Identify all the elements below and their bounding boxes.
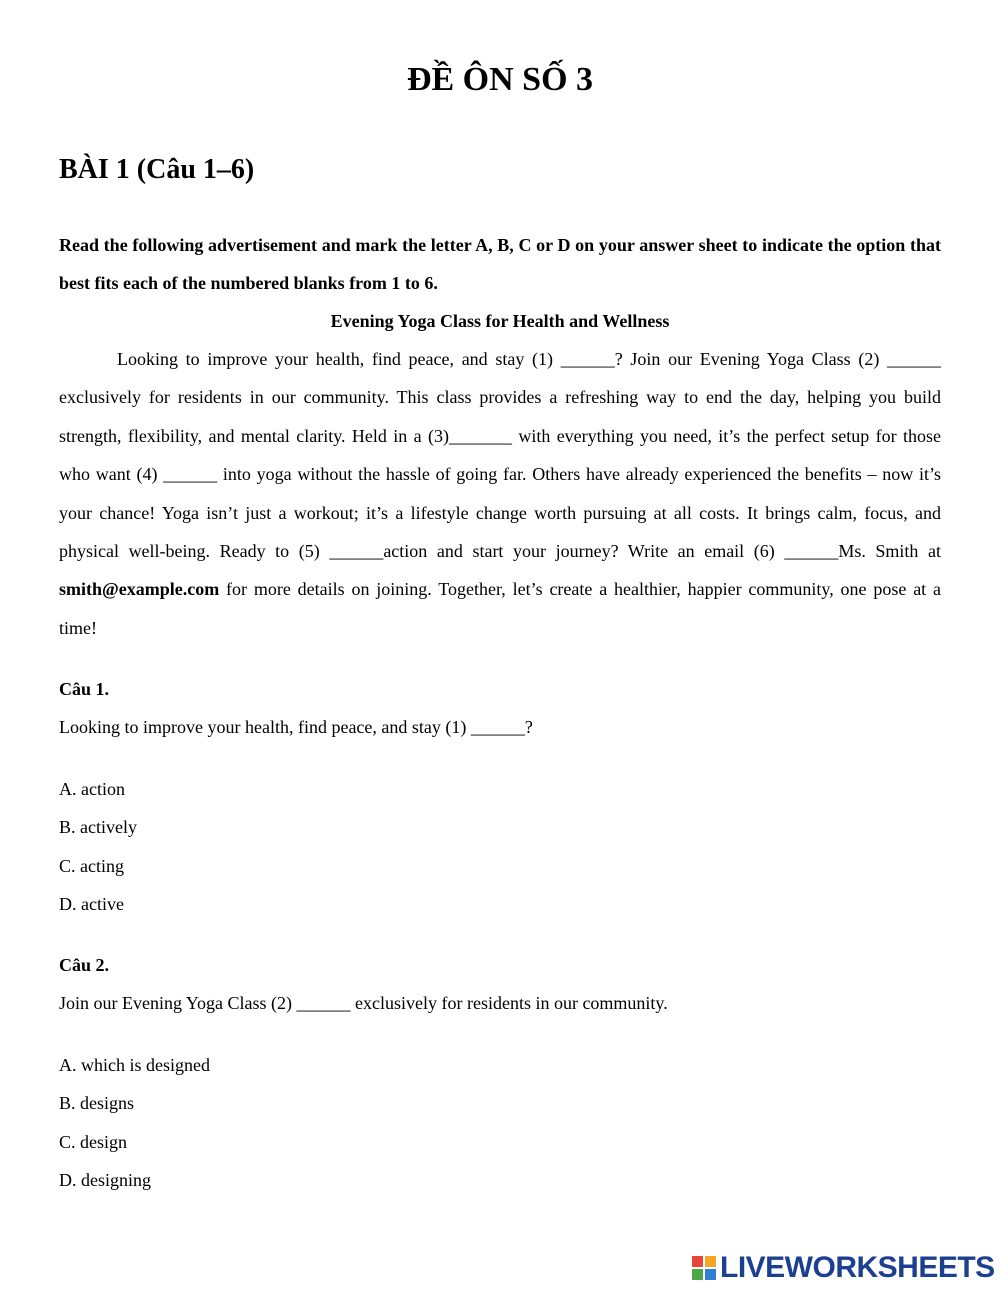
option-d[interactable]: D. designing xyxy=(59,1169,151,1190)
logo-text: LIVEWORKSHEETS xyxy=(720,1251,995,1284)
page-title: ĐỀ ÔN SỐ 3 xyxy=(406,61,594,98)
logo-square xyxy=(705,1256,716,1267)
option-c[interactable]: C. acting xyxy=(59,855,124,876)
option-a[interactable]: A. which is designed xyxy=(59,1055,210,1075)
logo-square xyxy=(692,1256,703,1267)
logo-square xyxy=(705,1269,716,1280)
option-c[interactable]: C. design xyxy=(59,1131,128,1152)
option-b[interactable]: B. actively xyxy=(59,817,137,838)
section-title: BÀI 1 (Câu 1–6) xyxy=(59,154,255,185)
instructions: Read the following advertisement and mark the letter A, B, C or D on your answer sheet to indicate the option that best fits each of the numbered blanks from 1 to 6. xyxy=(59,235,941,293)
advertisement-passage xyxy=(59,340,941,647)
option-a[interactable]: A. action xyxy=(59,779,125,799)
question-label: Câu 1. xyxy=(59,679,110,699)
question-stem: Looking to improve your health, find peace, and stay (1) ______? xyxy=(59,717,533,737)
logo-icon xyxy=(692,1256,716,1280)
advertisement-title: Evening Yoga Class for Health and Wellness xyxy=(330,311,670,331)
question-2 xyxy=(59,946,941,1199)
option-d[interactable]: D. active xyxy=(59,893,124,914)
passage-text-part1: Looking to improve your health, find peace, and stay (1) ______? Join our Evening Yoga Class (2) ______ exclusively for residents in our community. This class provides a refreshing way to end the day, helping you build strength, flexibility, and mental clarity. Held in a (3)_______ with everything you need, it’s the perfect setup for those who want (4) ______ into yoga without the hassle of going far. Others have already experienced the benefits – now it’s your chance! Yoga isn’t just a workout; it’s a lifestyle change worth pursuing at all costs. It brings calm, focus, and physical well-being. Ready to (5) ______action and start your journey? Write an email (6) ______Ms. Smith at xyxy=(59,349,941,562)
contact-email: smith@example.com xyxy=(59,579,220,600)
question-label: Câu 2. xyxy=(59,955,110,975)
passage-text-part2: for more details on joining. Together, let’s create a healthier, happier community, one pose at a time! xyxy=(59,579,941,638)
question-stem: Join our Evening Yoga Class (2) ______ exclusively for residents in our community. xyxy=(59,993,668,1013)
liveworksheets-logo xyxy=(692,1251,995,1285)
question-1 xyxy=(59,670,941,923)
option-b[interactable]: B. designs xyxy=(59,1093,135,1114)
logo-square xyxy=(692,1269,703,1280)
